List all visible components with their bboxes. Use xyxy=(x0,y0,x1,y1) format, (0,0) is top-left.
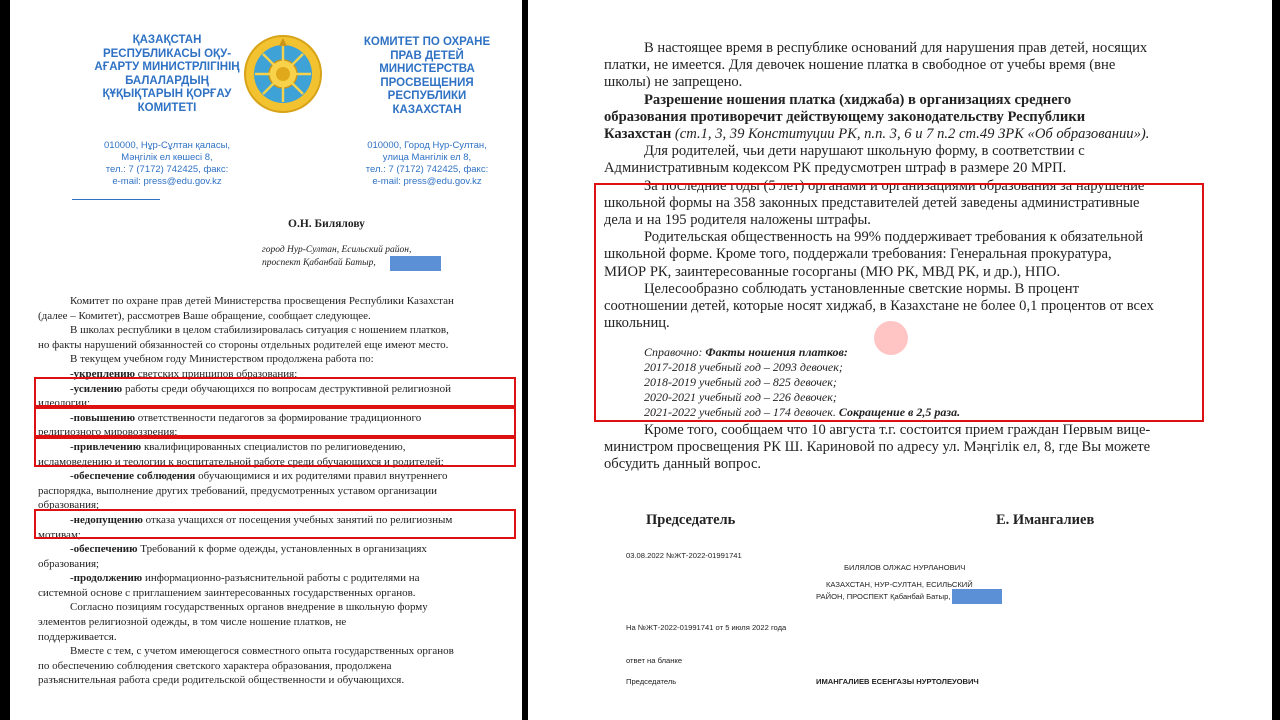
redacted-block xyxy=(390,256,441,271)
header-kz-underline xyxy=(72,199,160,200)
address-line: проспект Қабанбай Батыр, xyxy=(262,257,376,268)
body-line xyxy=(38,323,512,338)
text-run: обсудить данный вопрос. xyxy=(604,456,762,473)
bold-text: Разрешение ношения платка (хиджаба) в организациях среднего xyxy=(644,91,1072,108)
text-run: мотивам; xyxy=(38,528,81,541)
text-run: (далее – Комитет), рассмотрев Ваше обращение, сообщает следующее. xyxy=(38,309,371,322)
body-line xyxy=(38,673,512,688)
bold-text: -укреплению xyxy=(70,367,135,380)
text-run: отказа учащихся от посещения учебных занятий по религиозным xyxy=(142,513,453,526)
body-line xyxy=(604,126,1190,143)
italic-text: (ст.1, 3, 39 Конституции РК, п.п. 3, 6 и 7 п.2 ст.49 ЗРК «Об образовании»). xyxy=(671,126,1150,143)
text-run: МИОР РК, заинтересованные госорганы (МЮ РК, МВД РК, и др.), НПО. xyxy=(604,263,1061,280)
header-ru-address xyxy=(336,140,518,188)
bold-text: -недопущению xyxy=(70,513,143,526)
text-run: работы среди обучающихся по вопросам деструктивной религиозной xyxy=(122,382,451,395)
address-line: тел.: 7 (7172) 742425, факс: xyxy=(105,164,229,175)
letter-page-2 xyxy=(528,0,1272,720)
text-run: разъяснительная работа среди родительской общественности и обучающихся. xyxy=(38,674,405,687)
text-run: поддерживается. xyxy=(38,630,117,643)
text-run: но факты нарушений обязанностей со стороны отдельных родителей еще имеют место. xyxy=(38,338,449,351)
text-run: школьной формы на 358 законных представителей детей заведены административные xyxy=(604,194,1140,211)
text-run: Требований к форме одежды, установленных в организациях xyxy=(137,543,427,556)
text-run: квалифицированных специалистов по религиоведению, xyxy=(141,440,406,453)
bold-text: образования противоречит действующему законодательству Республики xyxy=(604,108,1086,125)
text-run: В школах республики в целом стабилизировалась ситуация с ношением платков, xyxy=(70,324,449,337)
body-line xyxy=(38,644,512,659)
body-line xyxy=(604,160,1190,177)
bold-text: -продолжению xyxy=(70,572,143,585)
body-line xyxy=(604,422,1190,439)
text-run: Родительская общественность на 99% поддерживает требования к обязательной xyxy=(644,229,1144,246)
bold-text: -обеспечению xyxy=(70,543,138,556)
header-line: ПРАВ ДЕТЕЙ xyxy=(390,49,464,62)
reduction-note: Сокращение в 2,5 раза. xyxy=(838,405,961,419)
body-line xyxy=(38,659,512,674)
address-line: Мәңгілік ел көшесі 8, xyxy=(121,152,213,163)
address-line: e-mail: press@edu.gov.kz xyxy=(112,176,222,187)
header-line: ҚАЗАҚСТАН xyxy=(132,34,202,46)
address-line: улица Мангілік ел 8, xyxy=(382,152,472,163)
text-run: исламоведению и теологии к воспитательной работе среди обучающихся и родителей; xyxy=(38,455,444,468)
bold-text: Казахстан xyxy=(604,126,672,143)
text-run: школы) не запрещено. xyxy=(604,74,743,91)
body-line xyxy=(604,109,1190,126)
footer-role: Председатель xyxy=(626,677,677,686)
header-line: КОМИТЕТ ПО ОХРАНЕ xyxy=(363,36,491,48)
kazakhstan-emblem-icon xyxy=(242,34,324,114)
header-kz-title xyxy=(74,34,260,115)
header-line: РЕСПУБЛИКИ xyxy=(387,90,467,102)
text-run: по обеспечению соблюдения светского характера образования, продолжена xyxy=(38,659,392,672)
redacted-block xyxy=(952,589,1002,604)
address-line: e-mail: press@edu.gov.kz xyxy=(372,176,482,187)
signature-title: Председатель xyxy=(646,512,736,528)
header-line: БАЛАЛАРДЫҢ xyxy=(125,74,209,87)
text-run: идеологии; xyxy=(38,397,91,410)
body-line xyxy=(604,57,1190,74)
reference-prefix: Справочно: xyxy=(644,345,706,359)
text-run: платки, не имеется. Для девочек ношение платка в свободное от учебы время (вне xyxy=(604,57,1116,74)
text-run: ответственности педагогов за формирование традиционного xyxy=(135,411,422,424)
text-run: В текущем учебном году Министерством продолжена работа по: xyxy=(70,353,374,366)
header-line: АҒАРТУ МИНИСТРЛІГІНІҢ xyxy=(94,61,240,73)
text-run: школьной форме. Кроме того, поддержали требования: Генеральная прокуратура, xyxy=(604,246,1112,263)
letter-body-left xyxy=(38,294,512,688)
header-ru-title xyxy=(336,36,518,117)
addressee: О.Н. Билялову xyxy=(288,218,365,230)
address-line: город Нур-Султан, Есильский район, xyxy=(262,245,412,255)
body-line xyxy=(38,615,512,630)
letter-page-1 xyxy=(10,0,522,720)
header-line: ҚҰҚЫҚТАРЫН ҚОРҒАУ xyxy=(102,88,232,100)
body-line xyxy=(38,338,512,353)
text-run: религиозного мировоззрения; xyxy=(38,426,178,439)
bold-text: -привлечению xyxy=(70,440,142,453)
text-run: Согласно позициям государственных органов внедрение в школьную форму xyxy=(70,601,428,614)
text-run: Административным кодексом РК предусмотрен штраф в размере 20 МРП. xyxy=(604,160,1067,177)
signature-name: Е. Имангалиев xyxy=(996,512,1095,528)
header-kz-address xyxy=(74,140,260,188)
reference-line: 2018-2019 учебный год – 825 девочек; xyxy=(644,375,837,389)
body-line xyxy=(604,143,1190,160)
highlight-box xyxy=(594,183,1204,422)
body-line xyxy=(38,469,512,484)
bold-text: -обеспечение соблюдения xyxy=(70,470,196,483)
text-run: соотношении детей, которые носят хиджаб, в Казахстане не более 0,1 процентов от всех xyxy=(604,298,1154,315)
reference-line: 2017-2018 учебный год – 2093 девочек; xyxy=(644,360,843,374)
closing-paragraph xyxy=(604,422,1190,474)
text-run: обучающимися и их родителями правил внутреннего xyxy=(195,470,448,483)
addressee-address xyxy=(262,244,492,269)
header-line: КОМИТЕТІ xyxy=(137,101,197,114)
body-line xyxy=(38,600,512,615)
body-line xyxy=(604,40,1190,57)
recipient-address: РАЙОН, ПРОСПЕКТ Қабанбай Батыр, xyxy=(816,592,951,601)
body-line xyxy=(38,484,512,499)
body-line xyxy=(38,571,512,586)
text-run: министром просвещения РК Ш. Кариновой по адресу ул. Мәңгілік ел, 8, где Вы можете xyxy=(604,439,1151,456)
body-line xyxy=(38,294,512,309)
text-run: Целесообразно соблюдать установленные светские нормы. В процент xyxy=(644,280,1079,297)
text-run: элементов религиозной одежды, в том числе ношение платков, не xyxy=(38,616,347,629)
bold-text: -усилению xyxy=(70,382,123,395)
body-line xyxy=(38,542,512,557)
text-run: образования; xyxy=(38,499,100,512)
text-run: образования; xyxy=(38,557,100,570)
text-run: За последние годы (5 лет) органами и организациями образования за нарушение xyxy=(644,177,1145,194)
doc-date-number: 03.08.2022 №ЖТ-2022-01991741 xyxy=(626,551,742,560)
text-run: светских принципов образования; xyxy=(134,367,298,380)
text-run: Вместе с тем, с учетом имеющегося совместного опыта государственных органов xyxy=(70,645,454,658)
header-line: РЕСПУБЛИКАСЫ ОҚУ- xyxy=(102,47,232,60)
text-run: информационно-разъяснительной работы с родителями на xyxy=(142,572,420,585)
bold-text: -повышению xyxy=(70,411,136,424)
body-line xyxy=(604,74,1190,91)
text-run: распорядка, выполнение других требований, предусмотренных уставом организации xyxy=(38,484,438,497)
header-line: КАЗАХСТАН xyxy=(392,103,462,116)
text-run: Комитет по охране прав детей Министерства просвещения Республики Казахстан xyxy=(70,295,454,307)
body-line xyxy=(604,456,1190,473)
reference-line: 2021-2022 учебный год – 174 девочек. xyxy=(644,405,836,419)
text-run: дела и на 195 родителя наложены штрафы. xyxy=(604,212,871,229)
text-run: Кроме того, сообщаем что 10 августа т.г. состоится прием граждан Первым вице- xyxy=(644,422,1151,438)
text-run: школьниц. xyxy=(604,315,670,332)
address-line: 010000, Нұр-Сұлтан қаласы, xyxy=(103,140,231,151)
highlight-box xyxy=(34,407,516,437)
body-line xyxy=(38,586,512,601)
header-line: ПРОСВЕЩЕНИЯ xyxy=(380,76,474,89)
text-run: В настоящее время в республике оснований для нарушения прав детей, носящих xyxy=(644,40,1148,56)
body-line xyxy=(38,557,512,572)
mouse-cursor-highlight xyxy=(874,321,908,355)
body-line xyxy=(38,352,512,367)
address-line: 010000, Город Нур-Султан, xyxy=(367,140,487,151)
recipient-address: КАЗАХСТАН, НУР-СУЛТАН, ЕСИЛЬСКИЙ xyxy=(826,580,973,589)
recipient-name: БИЛЯЛОВ ОЛЖАС НУРЛАНОВИЧ xyxy=(844,563,966,572)
body-line xyxy=(604,92,1190,109)
highlight-box xyxy=(34,509,516,539)
reply-reference: На №ЖТ-2022-01991741 от 5 июля 2022 года xyxy=(626,623,787,632)
body-line xyxy=(38,630,512,645)
reference-line: 2020-2021 учебный год – 226 девочек; xyxy=(644,390,837,404)
text-run: системной основе с приглашением заинтересованных государственных органов. xyxy=(38,586,416,599)
reply-form-note: ответ на бланке xyxy=(626,656,683,665)
body-line xyxy=(38,309,512,324)
footer-name: ИМАНГАЛИЕВ ЕСЕНГАЗЫ НУРТОЛЕУОВИЧ xyxy=(816,677,979,686)
highlight-box xyxy=(34,437,516,467)
address-line: тел.: 7 (7172) 742425, факс: xyxy=(365,164,489,175)
highlight-box xyxy=(34,377,516,410)
text-run: Для родителей, чьи дети нарушают школьную форму, в соответствии с xyxy=(644,143,1085,160)
reference-heading: Факты ношения платков: xyxy=(705,345,848,359)
body-line xyxy=(604,439,1190,456)
header-line: МИНИСТЕРСТВА xyxy=(379,63,475,75)
